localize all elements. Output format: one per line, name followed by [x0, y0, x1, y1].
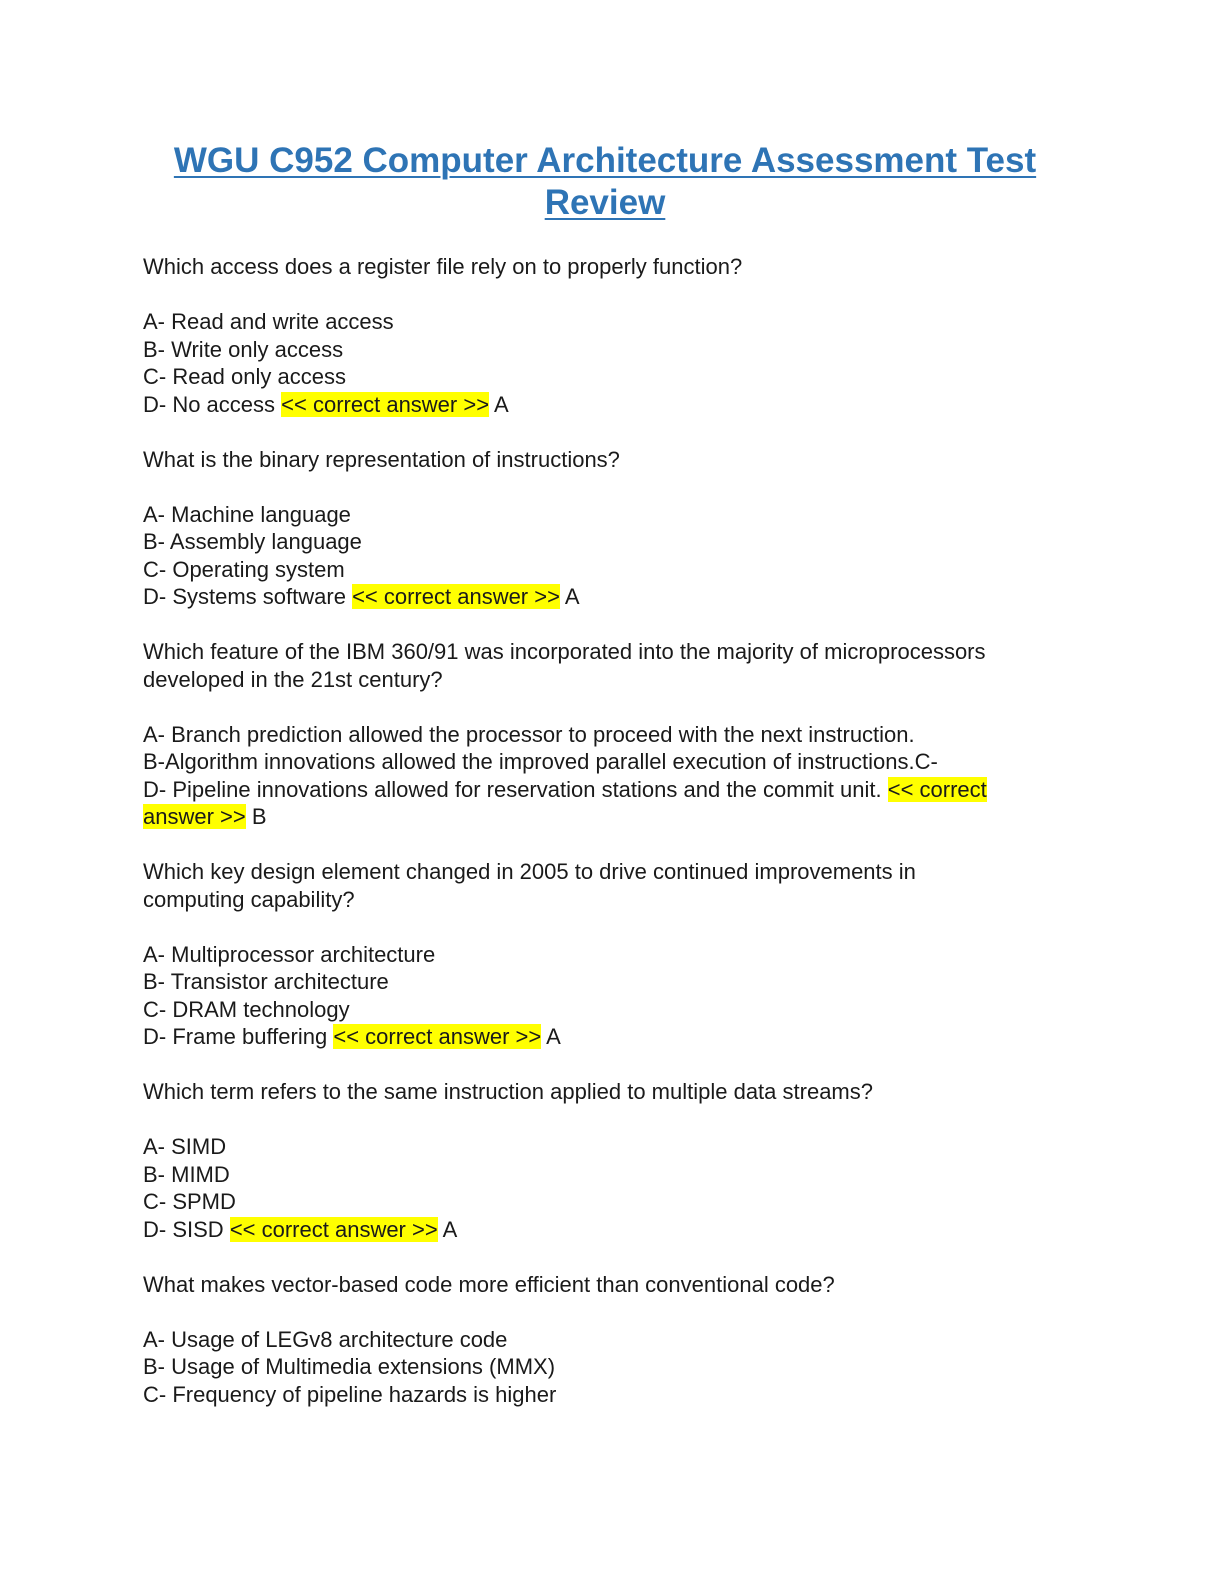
option-d-with-answer [143, 776, 1083, 804]
question-block [143, 1078, 1083, 1243]
answer-continuation [143, 803, 1083, 831]
question-text: What is the binary representation of instructions? [143, 446, 620, 472]
option-b: B-Algorithm innovations allowed the improved parallel execution of instructions.C- [143, 749, 938, 774]
question-block [143, 638, 1083, 831]
question-block [143, 1271, 1083, 1409]
option-d: D- Pipeline innovations allowed for reservation stations and the commit unit. [143, 776, 882, 802]
option-a: A- SIMD [143, 1134, 227, 1159]
question-text-line-1: Which feature of the IBM 360/91 was incorporated into the majority of microprocessors [143, 639, 986, 664]
option-a: A- Machine language [143, 501, 351, 527]
correct-answer: A [546, 1024, 561, 1049]
option-d-with-answer [143, 391, 1083, 419]
option-c: C- SPMD [143, 1189, 236, 1214]
correct-answer-marker-part-2: answer >> [143, 804, 246, 829]
correct-answer-marker: << correct answer >> [333, 1024, 542, 1049]
correct-answer: B [251, 804, 267, 829]
option-a: A- Read and write access [143, 309, 394, 334]
option-a: A- Branch prediction allowed the processor to proceed with the next instruction. [143, 721, 915, 747]
correct-answer-marker: << correct answer >> [281, 391, 490, 417]
option-b: B- Usage of Multimedia extensions (MMX) [143, 1354, 556, 1379]
question-text-line-2: developed in the 21st century? [143, 666, 443, 692]
option-d: D- Frame buffering [143, 1024, 328, 1049]
option-d: D- SISD [143, 1216, 224, 1242]
correct-answer-marker-part-1: << correct [887, 776, 987, 802]
question-block [143, 253, 1083, 418]
question-text: Which term refers to the same instruction applied to multiple data streams? [143, 1079, 873, 1104]
correct-answer: A [442, 1216, 458, 1242]
question-text: What makes vector-based code more efficient than conventional code? [143, 1271, 835, 1297]
option-b: B- Assembly language [143, 529, 362, 554]
option-c: C- Read only access [143, 364, 346, 389]
question-block [143, 446, 1083, 611]
option-b: B- Write only access [143, 336, 344, 362]
question-text: Which access does a register file rely on to properly function? [143, 254, 743, 279]
option-d-with-answer [143, 1023, 1083, 1051]
correct-answer-marker: << correct answer >> [229, 1216, 438, 1242]
option-a: A- Multiprocessor architecture [143, 941, 436, 967]
correct-answer: A [564, 584, 580, 609]
option-c: C- Operating system [143, 556, 345, 582]
option-a: A- Usage of LEGv8 architecture code [143, 1326, 508, 1352]
question-text-line-1: Which key design element changed in 2005 to drive continued improvements in [143, 859, 916, 884]
option-c: C- DRAM technology [143, 996, 350, 1022]
question-text-line-2: computing capability? [143, 886, 355, 912]
option-d-with-answer [143, 1216, 1083, 1244]
option-d-with-answer [143, 583, 1083, 611]
question-block [143, 858, 1083, 1051]
option-d: D- Systems software [143, 584, 346, 609]
correct-answer-marker: << correct answer >> [352, 584, 560, 609]
option-d: D- No access [143, 391, 276, 417]
document-title: WGU C952 Computer Architecture Assessment Test Review [173, 141, 1037, 222]
option-c: C- Frequency of pipeline hazards is higher [143, 1381, 557, 1407]
option-b: B- MIMD [143, 1161, 230, 1187]
option-b: B- Transistor architecture [143, 969, 389, 994]
question-list [143, 253, 1083, 1408]
correct-answer: A [493, 391, 509, 417]
